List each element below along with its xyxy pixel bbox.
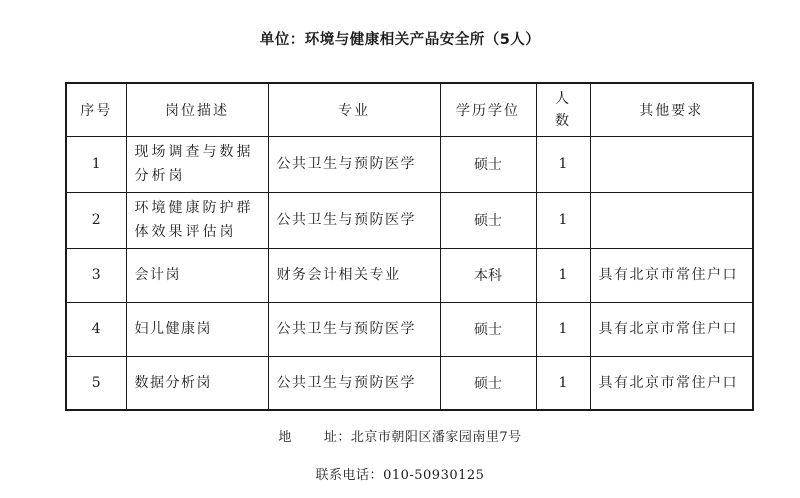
cell-position: 妇儿健康岗 bbox=[126, 302, 268, 356]
cell-position: 现场调查与数据分析岗 bbox=[126, 136, 268, 192]
page-title: 单位：环境与健康相关产品安全所（5人） bbox=[259, 32, 541, 48]
job-table bbox=[65, 82, 754, 411]
header-major: 专业 bbox=[268, 83, 440, 136]
table-row bbox=[66, 248, 753, 302]
table-row bbox=[66, 302, 753, 356]
header-count bbox=[536, 83, 590, 136]
cell-count: 1 bbox=[536, 136, 590, 192]
cell-degree: 硕士 bbox=[440, 302, 536, 356]
cell-index: 4 bbox=[66, 302, 126, 356]
cell-count: 1 bbox=[536, 356, 590, 410]
phone-line bbox=[0, 464, 800, 483]
phone-value: 010-50930125 bbox=[383, 468, 485, 483]
cell-other bbox=[590, 192, 753, 248]
cell-major: 公共卫生与预防医学 bbox=[268, 136, 440, 192]
address-label-1: 地 bbox=[278, 430, 292, 445]
header-count-line1: 人 bbox=[555, 90, 571, 107]
address-label-2: 址： bbox=[323, 430, 351, 445]
cell-index: 3 bbox=[66, 248, 126, 302]
header-other: 其他要求 bbox=[590, 83, 753, 136]
address-line bbox=[0, 426, 800, 445]
cell-major: 财务会计相关专业 bbox=[268, 248, 440, 302]
cell-position: 环境健康防护群体效果评估岗 bbox=[126, 192, 268, 248]
cell-major: 公共卫生与预防医学 bbox=[268, 192, 440, 248]
cell-major: 公共卫生与预防医学 bbox=[268, 302, 440, 356]
cell-degree: 本科 bbox=[440, 248, 536, 302]
cell-position: 会计岗 bbox=[126, 248, 268, 302]
cell-index: 1 bbox=[66, 136, 126, 192]
header-count-line2: 数 bbox=[555, 112, 571, 129]
cell-position: 数据分析岗 bbox=[126, 356, 268, 410]
cell-degree: 硕士 bbox=[440, 136, 536, 192]
cell-index: 5 bbox=[66, 356, 126, 410]
cell-degree: 硕士 bbox=[440, 356, 536, 410]
cell-other: 具有北京市常住户口 bbox=[590, 302, 753, 356]
cell-count: 1 bbox=[536, 248, 590, 302]
header-degree: 学历学位 bbox=[440, 83, 536, 136]
header-position: 岗位描述 bbox=[126, 83, 268, 136]
phone-label: 联系电话： bbox=[315, 468, 384, 483]
cell-other bbox=[590, 136, 753, 192]
cell-degree: 硕士 bbox=[440, 192, 536, 248]
cell-count: 1 bbox=[536, 192, 590, 248]
cell-other: 具有北京市常住户口 bbox=[590, 248, 753, 302]
table-header-row bbox=[66, 83, 753, 136]
header-index: 序号 bbox=[66, 83, 126, 136]
cell-other: 具有北京市常住户口 bbox=[590, 356, 753, 410]
table-row bbox=[66, 356, 753, 410]
table-row bbox=[66, 192, 753, 248]
cell-major: 公共卫生与预防医学 bbox=[268, 356, 440, 410]
table-row bbox=[66, 136, 753, 192]
address-value: 北京市朝阳区潘家园南里7号 bbox=[350, 430, 522, 445]
cell-index: 2 bbox=[66, 192, 126, 248]
cell-count: 1 bbox=[536, 302, 590, 356]
